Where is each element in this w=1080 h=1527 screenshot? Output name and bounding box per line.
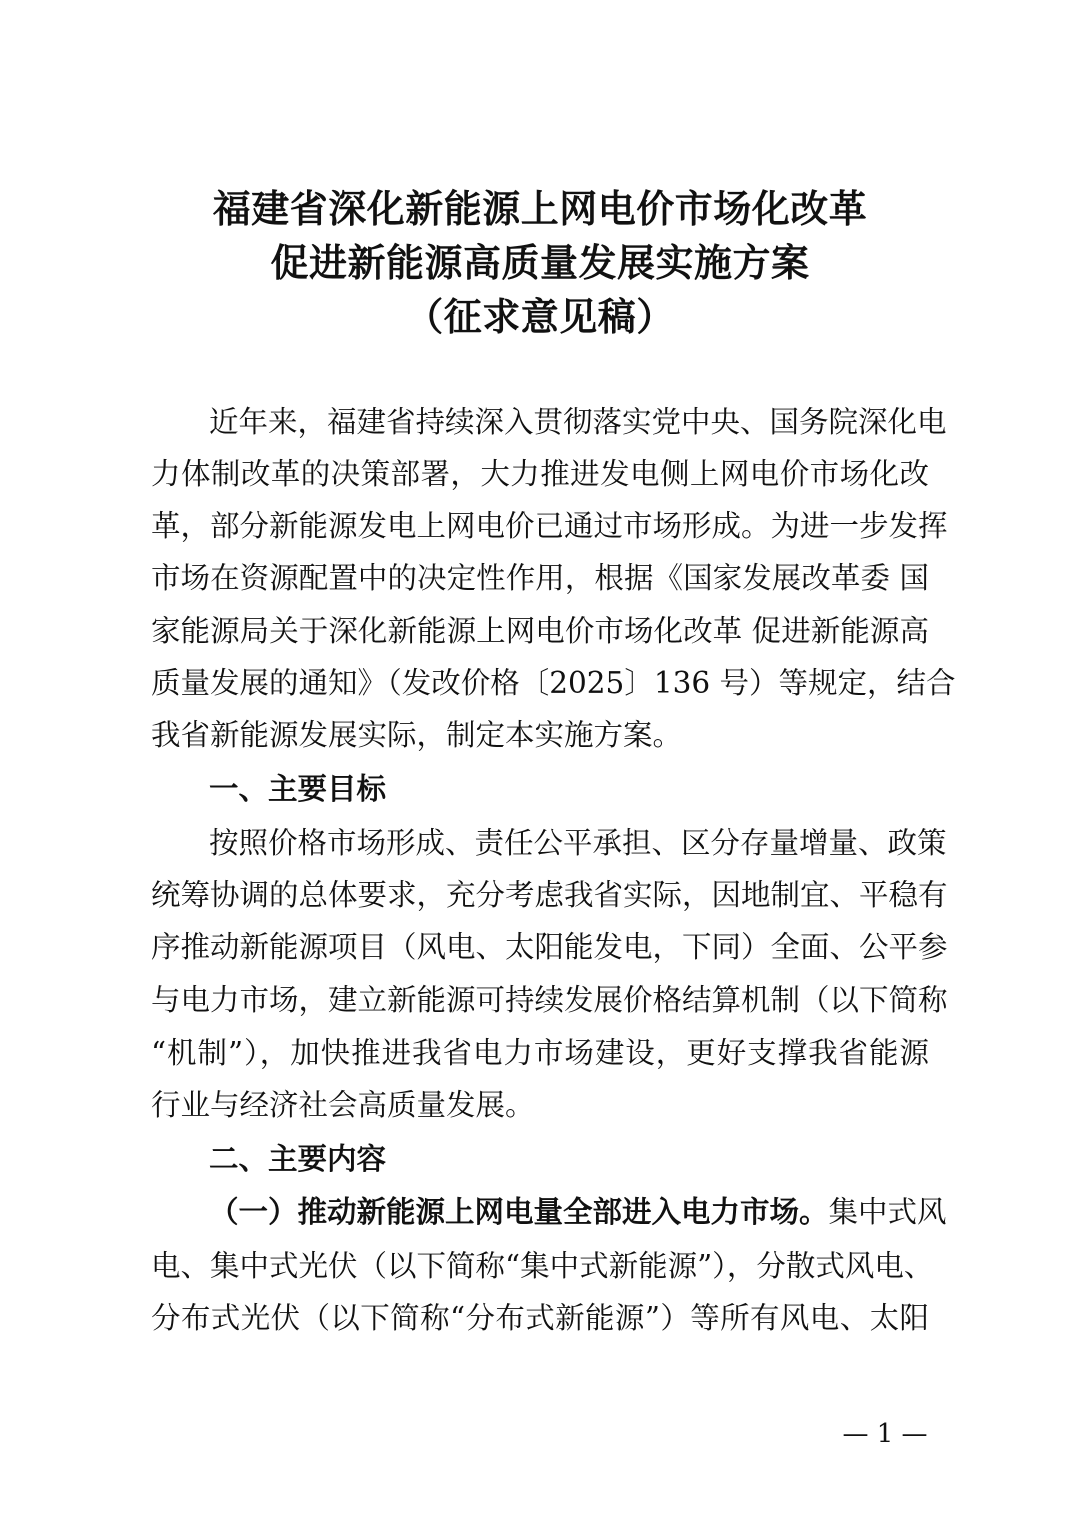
goals-line: 与电力市场，建立新能源可持续发展价格结算机制（以下简称 <box>151 983 948 1017</box>
intro-line: 近年来，福建省持续深入贯彻落实党中央、国务院深化电 <box>209 405 947 439</box>
content-line: 电、集中式光伏（以下简称“集中式新能源”），分散式风电、 <box>151 1249 934 1283</box>
intro-line: 革，部分新能源发电上网电价已通过市场形成。为进一步发挥 <box>151 509 948 543</box>
goals-line: 序推动新能源项目（风电、太阳能发电，下同）全面、公平参 <box>151 930 948 964</box>
intro-line: 家能源局关于深化新能源上网电价市场化改革 促进新能源高 <box>151 614 929 648</box>
intro-line: 质量发展的通知》（发改价格〔2025〕136 号）等规定，结合 <box>151 666 956 700</box>
document-title-line-2: 促进新能源高质量发展实施方案 <box>270 241 810 285</box>
goals-line: “机制”），加快推进我省电力市场建设，更好支撑我省能源 <box>151 1036 929 1070</box>
subsection-lead: （一）推动新能源上网电量全部进入电力市场。 <box>209 1194 829 1229</box>
section-heading-main-content: 二、主要内容 <box>209 1142 387 1176</box>
content-line: 分布式光伏（以下简称“分布式新能源”）等所有风电、太阳 <box>151 1301 929 1335</box>
goals-line: 按照价格市场形成、责任公平承担、区分存量增量、政策 <box>209 826 947 860</box>
goals-line: 行业与经济社会高质量发展。 <box>151 1088 535 1122</box>
document-title-line-3: （征求意见稿） <box>405 295 675 339</box>
goals-line: 统筹协调的总体要求，充分考虑我省实际，因地制宜、平稳有 <box>151 878 948 912</box>
subsection-text: 集中式风 <box>828 1195 947 1229</box>
intro-line: 我省新能源发展实际，制定本实施方案。 <box>151 718 683 752</box>
intro-line: 力体制改革的决策部署，大力推进发电侧上网电价市场化改 <box>151 457 929 491</box>
intro-line: 市场在资源配置中的决定性作用，根据《国家发展改革委 国 <box>151 561 929 595</box>
section-heading-main-goals: 一、主要目标 <box>209 772 387 806</box>
content-line-first <box>209 1186 947 1238</box>
document-title-line-1: 福建省深化新能源上网电价市场化改革 <box>212 187 868 231</box>
page-number: — 1 — <box>842 1419 928 1449</box>
